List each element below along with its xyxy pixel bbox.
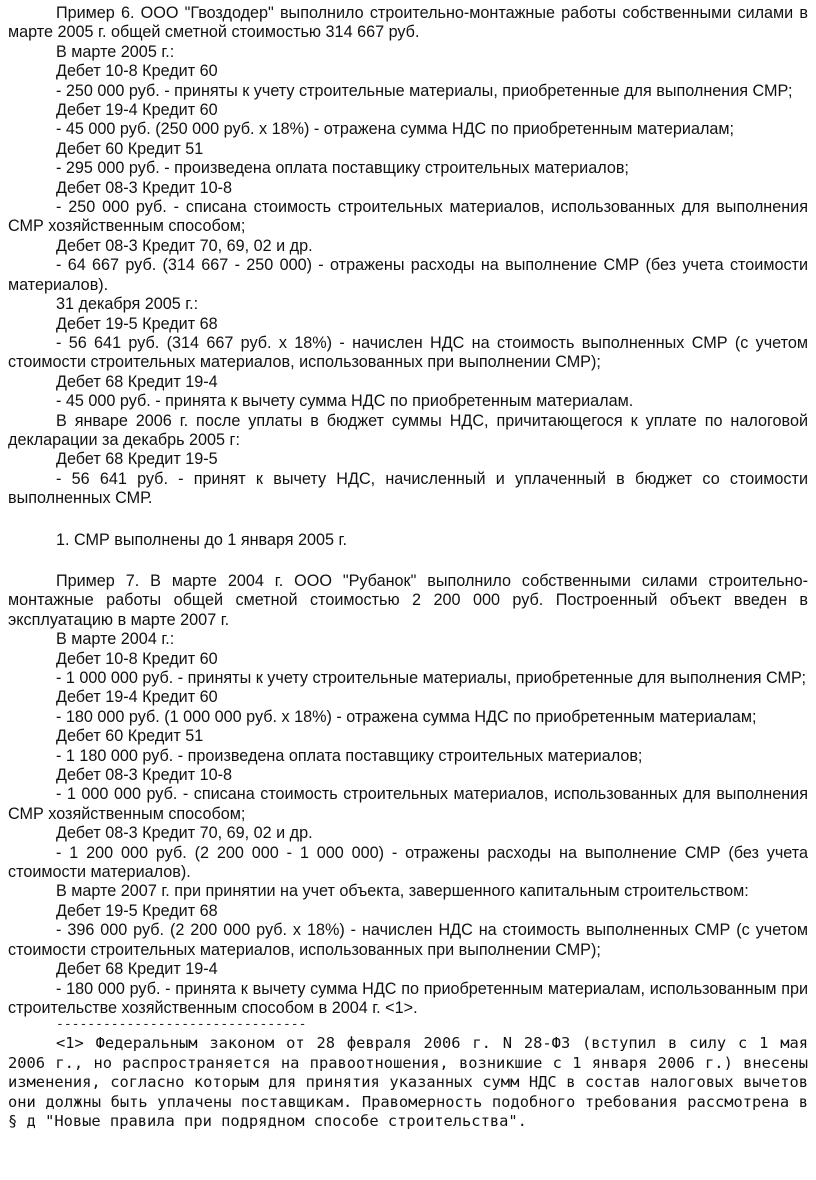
entry-text: - 295 000 руб. - произведена оплата поставщику строительных материалов; — [56, 159, 629, 178]
entry-text: - 180 000 руб. (1 000 000 руб. x 18%) - отражена сумма НДС по приобретенным материалам; — [56, 707, 757, 726]
example7-march-2007-text: В марте 2007 г. при принятии на учет объекта, завершенного капитальным строительством: — [56, 882, 749, 901]
entry-account: Дебет 68 Кредит 19-4 — [56, 960, 218, 979]
entry-account: Дебет 19-4 Кредит 60 — [56, 101, 218, 120]
spacer — [8, 509, 808, 531]
entry-account: Дебет 08-3 Кредит 10-8 — [56, 766, 233, 785]
entry-text: - 56 641 руб. (314 667 руб. x 18%) - начислен НДС на стоимость выполненных СМР (с учетом стоимости строительных материалов, использованных при выполнении СМР); — [8, 333, 808, 372]
entry-text: - 45 000 руб. - принята к вычету сумма НДС по приобретенным материалам. — [56, 392, 634, 411]
entry-account: Дебет 68 Кредит 19-4 — [56, 372, 218, 391]
example7-intro: Пример 7. В марте 2004 г. ООО "Рубанок" выполнило собственными силами строительно-монтажные работы общей сметной стоимостью 2 200 000 руб. Построенный объект введен в эксплуатацию в марте 2007 г. — [8, 571, 808, 629]
spacer — [8, 550, 808, 572]
entry-text: - 1 000 000 руб. - приняты к учету строительные материалы, приобретенные для выполнения СМР; — [56, 669, 806, 687]
entry-account: Дебет 60 Кредит 51 — [56, 139, 204, 158]
footnote: <1> Федеральным законом от 28 февраля 2006 г. N 28-ФЗ (вступил в силу с 1 мая 2006 г., но распространяется на правоотношения, возникшие с 1 января 2006 г.) внесены изменения, согласно которым для принятия указанных сумм НДС в состав налоговых вычетов они должны быть уплачены поставщикам. Правомерность подобного требования рассмотрена в § д "Новые правила при подрядном способе строительства". — [8, 1034, 808, 1130]
entry-account: Дебет 10-8 Кредит 60 — [56, 62, 218, 81]
example6-march-header: В марте 2005 г.: — [56, 42, 175, 61]
document-page — [8, 4, 808, 1131]
example6-january-text: В январе 2006 г. после уплаты в бюджет суммы НДС, причитающегося к уплате по налоговой декларации за декабрь 2005 г: — [8, 411, 808, 449]
entry-account: Дебет 60 Кредит 51 — [56, 727, 204, 746]
entry-text: - 180 000 руб. - принята к вычету сумма НДС по приобретенным материалам, использованным при строительстве хозяйственным способом в 2004 г. <1>. — [8, 979, 808, 1017]
entry-account: Дебет 68 Кредит 19-5 — [56, 450, 218, 469]
entry-account: Дебет 19-4 Кредит 60 — [56, 688, 218, 707]
entry-text: - 250 000 руб. - списана стоимость строительных материалов, использованных для выполнения СМР хозяйственным способом; — [8, 198, 808, 236]
entry-text: - 396 000 руб. (2 200 000 руб. x 18%) - начислен НДС на стоимость выполненных СМР (с учетом стоимости строительных материалов, использованных при выполнении СМР); — [8, 921, 808, 959]
entry-text: - 56 641 руб. - принят к вычету НДС, начисленный и уплаченный в бюджет со стоимости выполненных СМР. — [8, 469, 808, 508]
entry-text: - 45 000 руб. (250 000 руб. x 18%) - отражена сумма НДС по приобретенным материалам; — [56, 120, 735, 139]
entry-account: Дебет 10-8 Кредит 60 — [56, 649, 218, 668]
entry-text: - 64 667 руб. (314 667 - 250 000) - отражены расходы на выполнение СМР (без учета стоимости материалов). — [8, 256, 808, 294]
example6-intro: Пример 6. ООО "Гвоздодер" выполнило строительно-монтажные работы собственными силами в марте 2005 г. общей сметной стоимостью 314 667 руб. — [8, 4, 808, 42]
entry-account: Дебет 19-5 Кредит 68 — [56, 901, 218, 920]
entry-account: Дебет 08-3 Кредит 10-8 — [56, 178, 233, 197]
entry-text: - 1 000 000 руб. - списана стоимость строительных материалов, использованных для выполнения СМР хозяйственным способом; — [8, 785, 808, 823]
example7-march-header: В марте 2004 г.: — [56, 630, 175, 649]
footnote-separator: -------------------------------- — [56, 1018, 307, 1033]
entry-text: - 250 000 руб. - приняты к учету строительные материалы, приобретенные для выполнения СМР; — [56, 81, 793, 100]
entry-account: Дебет 08-3 Кредит 70, 69, 02 и др. — [56, 824, 313, 843]
entry-account: Дебет 19-5 Кредит 68 — [56, 314, 218, 333]
section-title: 1. СМР выполнены до 1 января 2005 г. — [56, 530, 347, 549]
entry-account: Дебет 08-3 Кредит 70, 69, 02 и др. — [56, 236, 313, 255]
example6-dec-header: 31 декабря 2005 г.: — [56, 295, 199, 314]
entry-text: - 1 180 000 руб. - произведена оплата поставщику строительных материалов; — [56, 746, 643, 765]
entry-text: - 1 200 000 руб. (2 200 000 - 1 000 000) - отражены расходы на выполнение СМР (без учета стоимости материалов). — [8, 843, 808, 882]
